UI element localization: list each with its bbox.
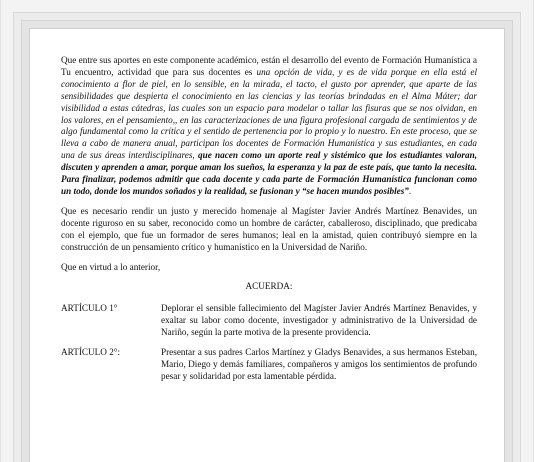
article-2-text: Presentar a sus padres Carlos Martínez y Gladys Benavides, a sus hermanos Esteban, Mario, Diego y demás familiares, compañeros y amigos los sentimientos de profundo pesar y solidaridad por esta lamentable pérdida. [161,347,477,381]
paragraph-1-italic: una opción de vida, y es de vida porque en ella está el conocimiento a flor de piel, en lo sensible, en la mirada, el tacto, el gusto por aprender, que aparte de las sensibilidades que despierta el conocimiento en las ciencias y las teorías brindadas en el Alma Máter; dar visibilidad a estas cátedras, las cuales son un espacio para modelar o tallar las fisuras que se nos olvidan, en los valores, en el pensamiento,, en las caracterizaciones de una figura profesional cargada de sentimientos y de algo fundamental como la crítica y el sentido de pertenencia por lo propio y lo nuestro. En este proceso, que se lleva a cabo de manera anual, participan los docentes de Formación Humanística y sus estudiantes, en cada una de sus áreas interdisciplinares, [61,66,477,161]
article-1 [61,303,477,339]
acuerda-heading: ACUERDA: [245,281,293,292]
article-1-text: Deplorar el sensible fallecimiento del Magíster Javier Andrés Martínez Benavides, y exaltar su labor como docente, investigador y administrativo de la Universidad de Nariño, según la parte motiva de la presente providencia. [161,303,477,338]
paragraph-1-end: . [408,185,412,196]
paragraph-2: Que es necesario rendir un justo y merecido homenaje al Magíster Javier Andrés Martínez Benavides, un docente riguroso en su saber, reconocido como un hombre de carácter, caballeroso, disciplinado, que predicaba con el ejemplo, que fue un formador de seres humanos; leal en la amistad, quien contribuyó siempre en la construcción de un pensamiento crítico y humanístico en la Universidad de Nariño. [61,205,477,252]
article-2 [61,347,477,383]
document-page [29,28,505,462]
paragraph-1-plain: Que entre sus aportes en este componente académico, están el desarrollo del evento de Formación Humanística a Tu encuentro, actividad que para sus docentes es [61,55,477,77]
document-body [61,55,477,391]
paragraph-1 [61,55,477,198]
paragraph-3: Que en virtud a lo anterior, [61,261,161,272]
article-1-label: ARTÍCULO 1° [61,303,118,314]
paragraph-1-bold-italic: que nacen como un aporte real y sistémico que los estudiantes valoran, discuten y aprenden a amar, porque aman los sueños, la esperanza y la paz de este país, que tanto la necesita. Para finalizar, podemos admitir que cada docente y cada parte de Formación Humanística funcionan como un todo, donde los mundos soñados y la realidad, se fusionan y “se hacen mundos posibles” [61,150,477,196]
article-2-label: ARTÍCULO 2°: [61,347,121,358]
